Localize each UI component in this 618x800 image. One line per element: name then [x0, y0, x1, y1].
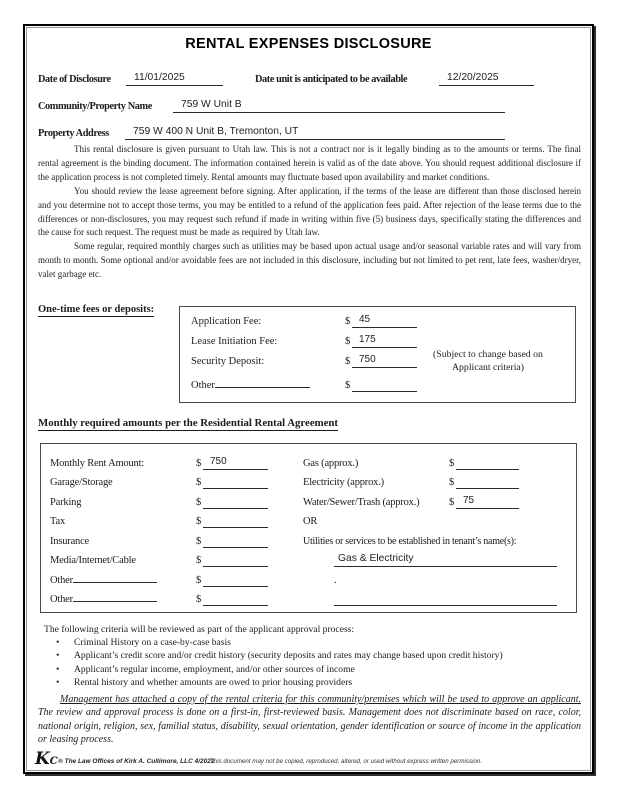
criteria-item-credit: • Applicant’s credit score and/or credit history (security deposits and rates may change based upon credit history) [44, 649, 581, 662]
parking-row [50, 493, 296, 509]
application-fee-field[interactable] [352, 314, 417, 328]
date-of-disclosure-label: Date of Disclosure [38, 74, 111, 85]
security-deposit-value: 750 [359, 354, 376, 365]
utilities-blank-field[interactable] [334, 591, 557, 606]
other-fee-name-field[interactable] [215, 377, 310, 388]
security-deposit-field[interactable] [352, 354, 417, 368]
insurance-field[interactable] [203, 534, 268, 548]
utilities-label-row [303, 532, 593, 548]
monthly-other-row-1 [50, 571, 296, 587]
paragraph-2: You should review the lease agreement before signing. After application, if the terms of the lease are different than those disclosed herein and you determine not to accept those terms, you may be entitled to a refund of the application fees paid. After rejection of the lease terms due to the differences or non-disclosures, you may request such refund if made in writing within five (5) business days, specifically stating the differences and the cause for such request. The request must be made as required by Utah law. [38, 185, 581, 238]
dollar-sign: $ [196, 497, 202, 508]
other-fee-label: Other [191, 377, 310, 391]
or-label: OR [303, 516, 318, 527]
dollar-sign: $ [196, 458, 202, 469]
subject-to-change-note: (Subject to change based on Applicant criteria) [433, 349, 543, 373]
utilities-label: Utilities or services to be established in tenant’s name(s): [303, 536, 517, 547]
tax-row [50, 512, 296, 528]
dollar-sign: $ [345, 316, 351, 327]
monthly-other-name-field-1[interactable] [73, 572, 157, 583]
date-available-value: 12/20/2025 [447, 72, 499, 83]
dollar-sign: $ [449, 458, 455, 469]
tax-label: Tax [50, 516, 65, 527]
header-row-community [38, 96, 581, 113]
dollar-sign: $ [196, 594, 202, 605]
dollar-sign: $ [345, 336, 351, 347]
insurance-label: Insurance [50, 536, 90, 547]
paragraph-1: This rental disclosure is given pursuant to Utah law. This is not a contract nor is it legally binding as to the amounts or terms. The final rental agreement is the binding document. The information contained herein is valid as of the date above. You should request additional disclosure if the application process is not completed timely. Rental amounts may fluctuate based upon availability and market conditions. [38, 144, 581, 182]
lease-initiation-fee-label: Lease Initiation Fee: [191, 336, 278, 347]
dollar-sign: $ [449, 477, 455, 488]
monthly-amounts-heading: Monthly required amounts per the Residential Rental Agreement [38, 417, 339, 429]
one-time-fees-heading: One-time fees or deposits: [38, 304, 155, 315]
criteria-section [44, 623, 581, 689]
garage-storage-field[interactable] [203, 475, 268, 489]
community-name-field[interactable] [173, 98, 505, 113]
period-mark: . [334, 575, 337, 586]
criteria-item-rental-history: • Rental history and whether amounts are owed to prior housing providers [44, 676, 581, 689]
date-of-disclosure-value: 11/01/2025 [134, 72, 185, 83]
water-sewer-trash-label: Water/Sewer/Trash (approx.) [303, 497, 420, 508]
gas-field[interactable] [456, 456, 519, 470]
community-name-label: Community/Property Name [38, 101, 152, 112]
management-statement [38, 693, 581, 746]
property-address-value: 759 W 400 N Unit B, Tremonton, UT [133, 126, 299, 137]
criteria-item-income: • Applicant’s regular income, employment, and/or other sources of income [44, 663, 581, 676]
criteria-intro: The following criteria will be reviewed as part of the applicant approval process: [44, 624, 355, 635]
page-title: RENTAL EXPENSES DISCLOSURE [185, 36, 432, 52]
dollar-sign: $ [196, 536, 202, 547]
utilities-field[interactable] [334, 552, 557, 567]
dollar-sign: $ [196, 575, 202, 586]
water-sewer-trash-field[interactable] [456, 495, 519, 509]
footer [35, 750, 581, 772]
disclosure-paragraphs [38, 143, 581, 282]
other-fee-row [191, 377, 571, 392]
monthly-other-row-2 [50, 590, 296, 606]
monthly-rent-label: Monthly Rent Amount: [50, 458, 145, 469]
date-available-label: Date unit is anticipated to be available [255, 74, 408, 85]
lease-initiation-fee-value: 175 [359, 334, 376, 345]
one-time-fees-box [179, 306, 576, 403]
monthly-other-field-1[interactable] [203, 573, 268, 587]
monthly-other-name-field-2[interactable] [73, 591, 157, 602]
water-sewer-trash-value: 75 [463, 495, 475, 506]
date-of-disclosure-field[interactable] [126, 71, 223, 86]
dollar-sign: $ [196, 516, 202, 527]
header-row-address [38, 123, 581, 140]
water-sewer-trash-row [303, 493, 571, 509]
parking-field[interactable] [203, 495, 268, 509]
monthly-rent-field[interactable] [203, 456, 268, 470]
parking-label: Parking [50, 497, 82, 508]
community-name-value: 759 W Unit B [181, 99, 242, 110]
application-fee-row [191, 313, 571, 328]
lease-initiation-fee-row [191, 333, 571, 348]
security-deposit-label: Security Deposit: [191, 356, 265, 367]
insurance-row [50, 532, 296, 548]
dollar-sign: $ [196, 555, 202, 566]
kc-law-office-logo: KC [35, 749, 58, 769]
media-internet-cable-row [50, 551, 296, 567]
dollar-sign: $ [449, 497, 455, 508]
management-underlined-sentence: Management has attached a copy of the rental criteria for this community/premises which will be used to approve an applicant. [60, 694, 581, 705]
paragraph-3: Some regular, required monthly charges such as utilities may be based upon actual usage and/or seasonal variable rates and will vary from month to month. Some optional and/or avoidable fees are not included in this disclosure, including but not limited to pet rent, late fees, washer/dryer, valet garbage etc. [38, 241, 581, 280]
monthly-amounts-box [40, 443, 577, 613]
header-row-dates [38, 69, 581, 86]
copy-disclaimer: This document may not be copied, reproduced, altered, or used without express written permission. [210, 758, 483, 765]
monthly-other-label-2: Other [50, 591, 157, 605]
utilities-value: Gas & Electricity [338, 553, 414, 564]
firm-credit-line: ® The Law Offices of Kirk A. Cullimore, LLC 4/2021 [58, 758, 215, 765]
utilities-value-row [303, 551, 571, 567]
management-rest: The review and approval process is done on a first-in, first-reviewed basis. Management does not discriminate based on race, color, national origin, religion, sex, familial status, disability, sexual orientation, gender identification or source of income in the application or leasing process. [38, 707, 581, 745]
dollar-sign: $ [345, 380, 351, 391]
monthly-other-field-2[interactable] [203, 592, 268, 606]
monthly-rent-value: 750 [210, 456, 227, 467]
or-row [303, 512, 571, 528]
date-available-field[interactable] [439, 71, 534, 86]
application-fee-value: 45 [359, 314, 371, 325]
tax-field[interactable] [203, 514, 268, 528]
monthly-rent-row [50, 454, 296, 470]
electricity-label: Electricity (approx.) [303, 477, 384, 488]
property-address-field[interactable] [125, 125, 505, 140]
electricity-row [303, 473, 571, 489]
other-fee-field[interactable] [352, 378, 417, 392]
electricity-field[interactable] [456, 475, 519, 489]
monthly-other-label-1: Other [50, 572, 157, 586]
garage-storage-row [50, 473, 296, 489]
gas-row [303, 454, 571, 470]
gas-label: Gas (approx.) [303, 458, 359, 469]
utilities-blank-row [303, 590, 571, 606]
media-internet-cable-field[interactable] [203, 553, 268, 567]
dollar-sign: $ [345, 356, 351, 367]
lease-initiation-fee-field[interactable] [352, 334, 417, 348]
property-address-label: Property Address [38, 128, 109, 139]
criteria-list [44, 636, 581, 689]
dollar-sign: $ [196, 477, 202, 488]
application-fee-label: Application Fee: [191, 316, 262, 327]
period-row [303, 571, 571, 587]
media-internet-cable-label: Media/Internet/Cable [50, 555, 136, 566]
garage-storage-label: Garage/Storage [50, 477, 113, 488]
criteria-item-criminal-history: • Criminal History on a case-by-case basis [44, 636, 581, 649]
